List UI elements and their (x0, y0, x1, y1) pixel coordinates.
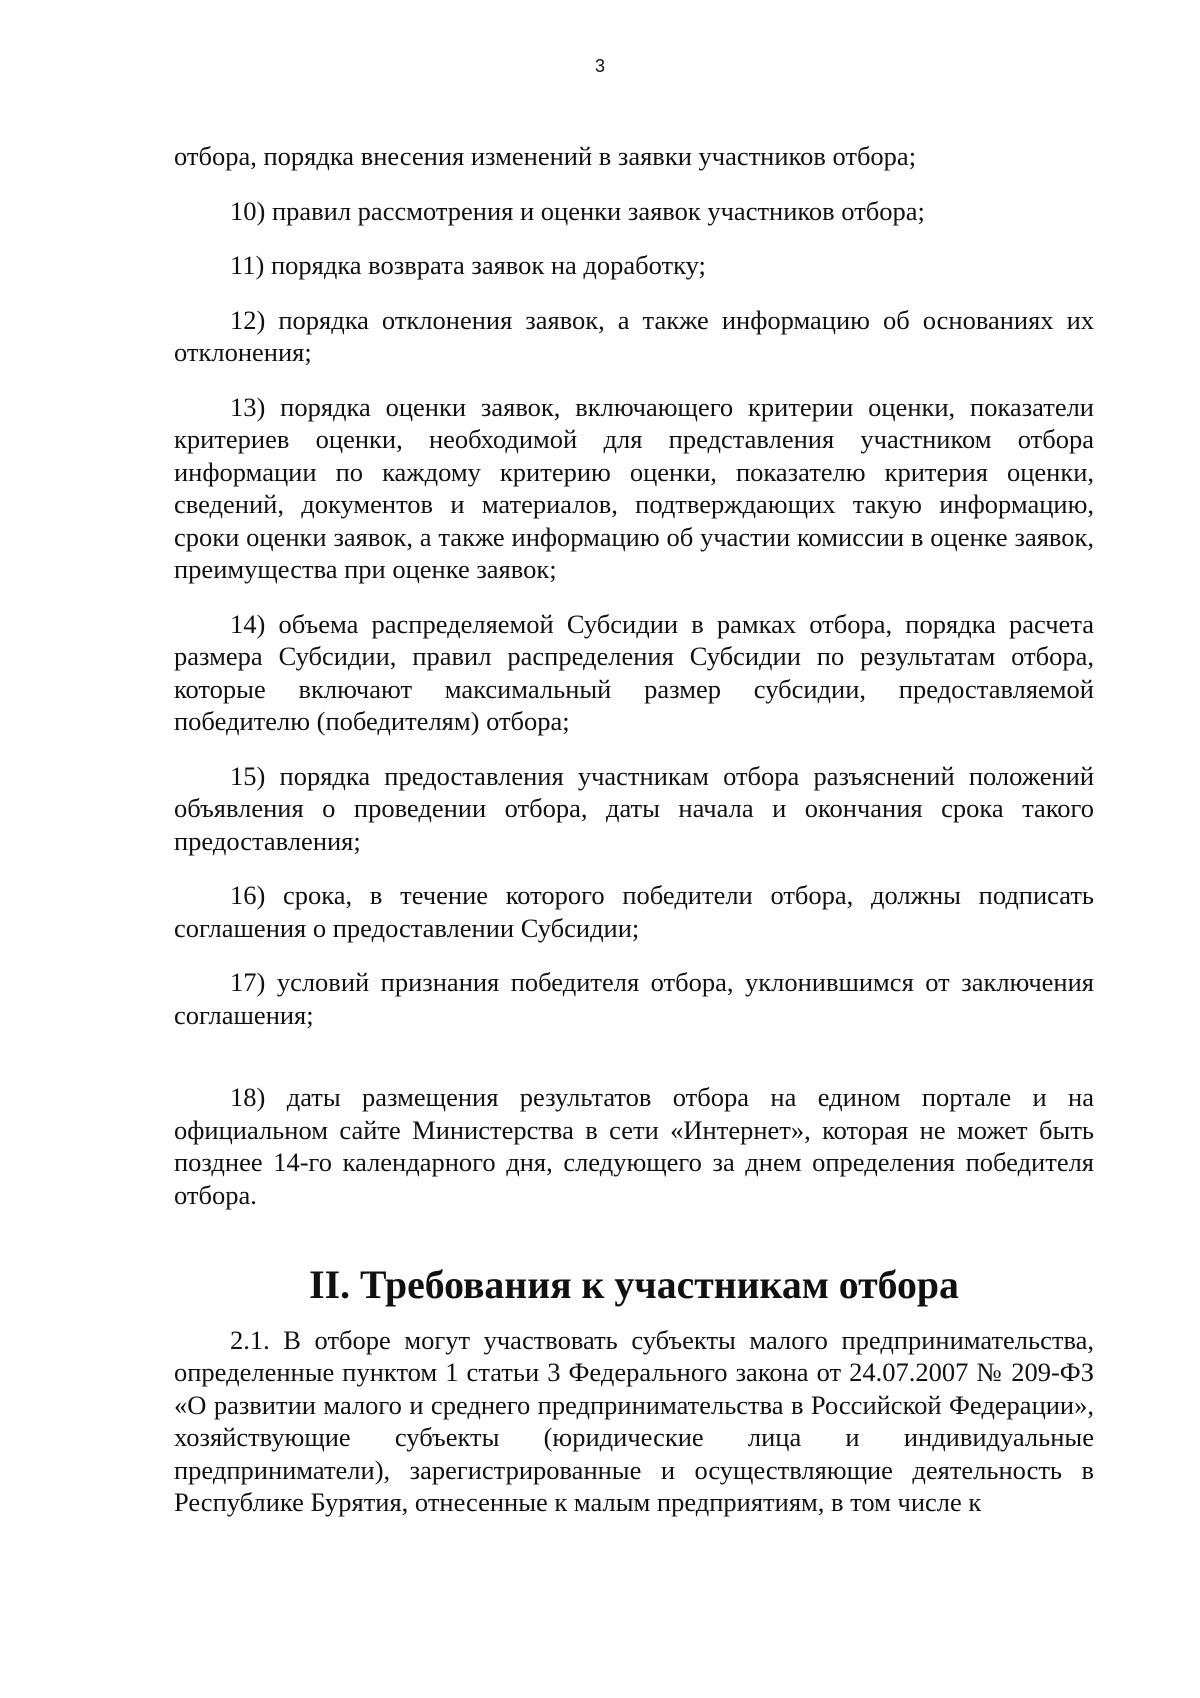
list-item-13: 13) порядка оценки заявок, включающего критерии оценки, показатели критериев оценки, необходимой для представления участником отбора информации по каждому критерию оценки, показателю критерия оценки, сведений, документов и материалов, подтверждающих такую информацию, сроки оценки заявок, а также информацию об участии комиссии в оценке заявок, преимущества при оценке заявок; (174, 391, 1094, 584)
list-item-16: 16) срока, в течение которого победители отбора, должны подписать соглашения о предоставлении Субсидии; (174, 880, 1094, 943)
list-item-18: 18) даты размещения результатов отбора на едином портале и на официальном сайте Министерства в сети «Интернет», которая не может быть позднее 14-го календарного дня, следующего за днем определения победителя отбора. (174, 1082, 1094, 1210)
list-item-11: 11) порядка возврата заявок на доработку; (230, 250, 706, 280)
paragraph-continuation: отбора, порядка внесения изменений в заявки участников отбора; (174, 141, 917, 171)
section-paragraph-2-1: 2.1. В отборе могут участвовать субъекты малого предпринимательства, определенные пунктом 1 статьи 3 Федерального закона от 24.07.2007 № 209-ФЗ «О развитии малого и среднего предпринимательства в Российской Федерации», хозяйствующие субъекты (юридические лица и индивидуальные предприниматели), зарегистрированные и осуществляющие деятельность в Республике Бурятия, отнесенные к малым предприятиям, в том числе к (174, 1324, 1094, 1517)
list-item-12: 12) порядка отклонения заявок, а также информацию об основаниях их отклонения; (174, 304, 1094, 367)
page-number: 3 (594, 56, 605, 76)
list-item-10: 10) правил рассмотрения и оценки заявок участников отбора; (230, 195, 925, 226)
list-item-15: 15) порядка предоставления участникам отбора разъяснений положений объявления о проведении отбора, даты начала и окончания срока такого предоставления; (174, 760, 1094, 856)
list-item-14: 14) объема распределяемой Субсидии в рамках отбора, порядка расчета размера Субсидии, правил распределения Субсидии по результатам отбора, которые включают максимальный размер субсидии, предоставляемой победителю (победителям) отбора; (174, 608, 1094, 736)
section-heading: II. Требования к участникам отбора (309, 1263, 959, 1307)
list-item-17: 17) условий признания победителя отбора, уклонившимся от заключения соглашения; (174, 967, 1094, 1030)
document-body (174, 140, 1094, 1541)
